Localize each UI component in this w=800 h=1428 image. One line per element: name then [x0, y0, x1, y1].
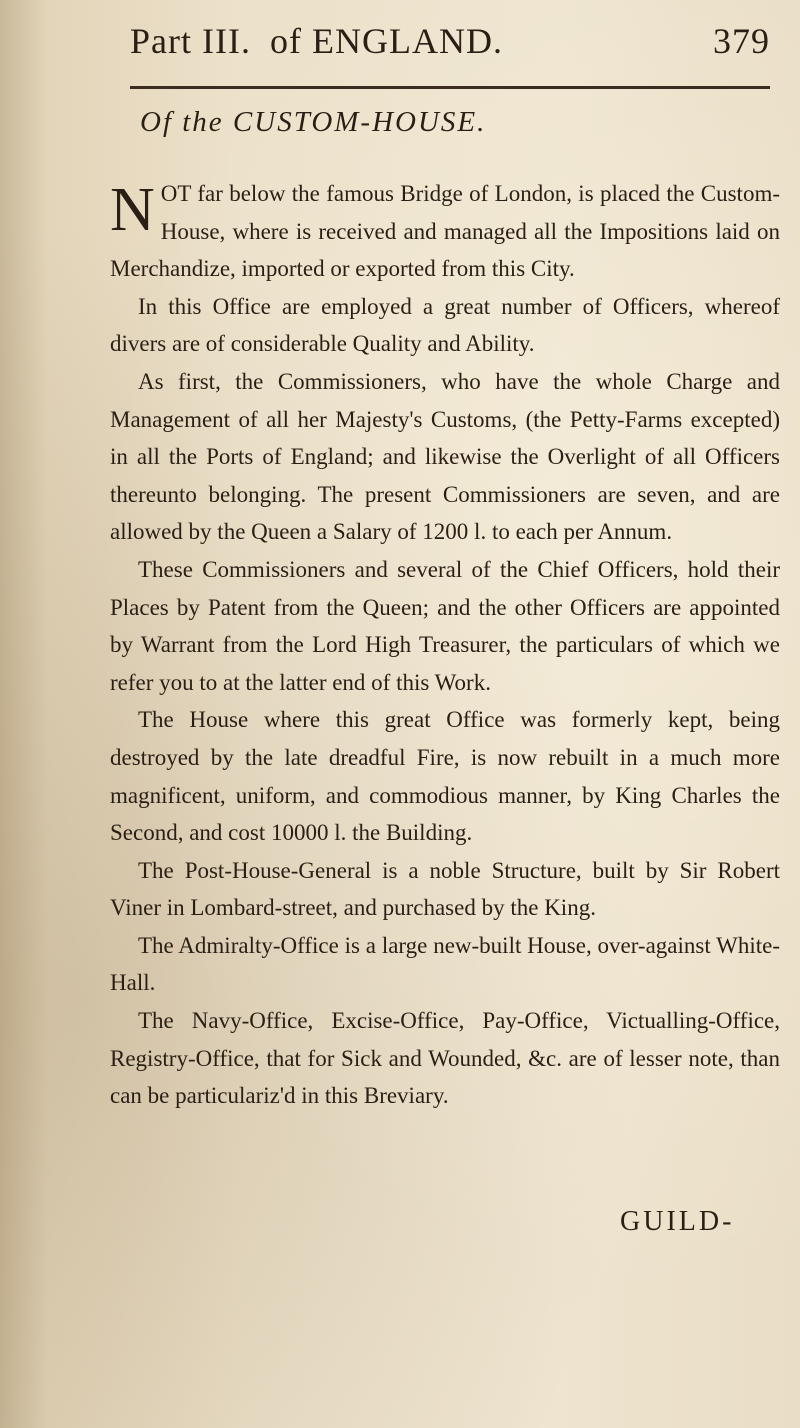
paragraph-1-text: OT far below the famous Bridge of London, is placed the Custom-House, where is received and managed all the Impositions laid on Merchandize, imported or exported from this City.: [110, 181, 780, 282]
paragraph-4: These Commissioners and several of the Chief Officers, hold their Places by Patent from the Queen; and the other Officers are appointed by Warrant from the Lord High Treasurer, the particulars of which we refer you to at the latter end of this Work.: [110, 556, 780, 695]
running-title: of ENGLAND.: [270, 21, 503, 61]
paragraph-7: The Admiralty-Office is a large new-built House, over-against White-Hall.: [110, 932, 780, 996]
paragraph-2: In this Office are employed a great number of Officers, whereof divers are of considerable Quality and Ability.: [110, 293, 780, 357]
body-text: [110, 175, 780, 1115]
page-number: 379: [713, 21, 770, 61]
part-label: Part III.: [130, 21, 251, 61]
section-heading: Of the CUSTOM-HOUSE.: [140, 106, 487, 138]
paragraph-8: The Navy-Office, Excise-Office, Pay-Office, Victualling-Office, Registry-Office, that for Sick and Wounded, &c. are of lesser note, than can be particulariz'd in this Breviary.: [110, 1008, 780, 1109]
header-rule: [130, 86, 770, 89]
drop-cap: N: [110, 176, 155, 244]
paragraph-3: As first, the Commissioners, who have the whole Charge and Management of all her Majesty's Customs, (the Petty-Farms excepted) in all the Ports of England; and likewise the Overlight of all Officers thereunto belonging. The present Commissioners are seven, and are allowed by the Queen a Salary of 1200 l. to each per Annum.: [110, 368, 780, 545]
paragraph-6: The Post-House-General is a noble Structure, built by Sir Robert Viner in Lombard-street, and purchased by the King.: [110, 857, 780, 921]
running-head: [130, 12, 770, 66]
paragraph-5: The House where this great Office was formerly kept, being destroyed by the late dreadful Fire, is now rebuilt in a much more magnificent, uniform, and commodious manner, by King Charles the Second, and cost 10000 l. the Building.: [110, 707, 780, 846]
catchword: GUILD-: [620, 1206, 735, 1237]
paragraph-1: [110, 175, 780, 288]
